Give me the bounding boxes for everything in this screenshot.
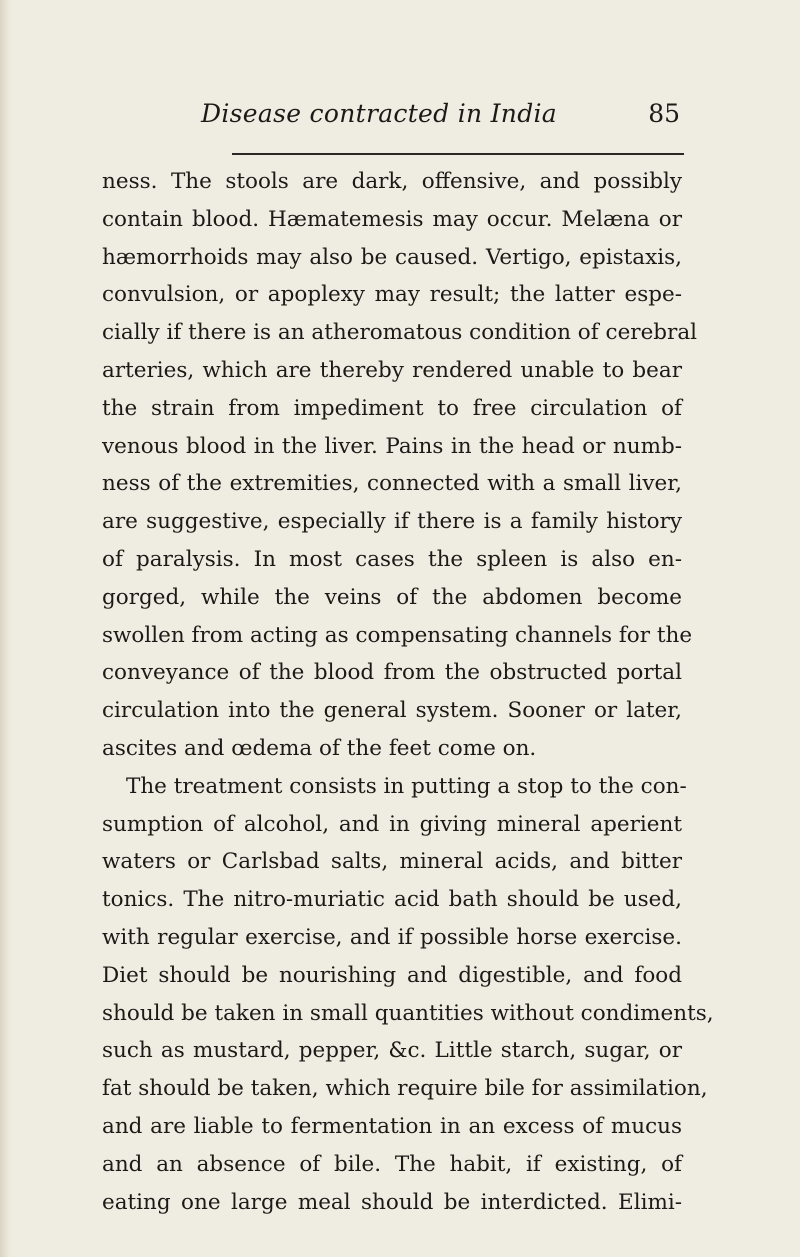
text-line: venous blood in the liver. Pains in the head or numb- [102, 433, 682, 459]
header-rule [232, 153, 684, 155]
text-line: sumption of alcohol, and in giving mineral aperient [102, 811, 682, 837]
paragraph-end-line: ascites and œdema of the feet come on. [102, 735, 537, 761]
text-line: ness of the extremities, connected with a small liver, [102, 471, 682, 497]
text-line: hæmorrhoids may also be caused. Vertigo, epistaxis, [102, 244, 682, 270]
text-line: arteries, which are thereby rendered unable to bear [102, 357, 682, 383]
text-line: tonics. The nitro-muriatic acid bath should be used, [102, 887, 682, 913]
running-title: Disease contracted in India [201, 99, 558, 128]
text-line: and are liable to fermentation in an excess of mucus [102, 1113, 682, 1139]
text-line: convulsion, or apoplexy may result; the latter espe- [102, 282, 682, 308]
page-edge-shadow [0, 0, 12, 1257]
text-line: swollen from acting as compensating channels for the [102, 622, 693, 648]
text-line: the strain from impediment to free circulation of [102, 395, 682, 421]
text-line: cially if there is an atheromatous condition of cerebral [102, 320, 698, 346]
text-line: gorged, while the veins of the abdomen become [102, 584, 682, 610]
page-header [140, 95, 680, 135]
text-line: contain blood. Hæmatemesis may occur. Melæna or [102, 206, 682, 232]
text-line: and an absence of bile. The habit, if existing, of [102, 1151, 682, 1177]
text-line: eating one large meal should be interdicted. Elimi- [102, 1189, 682, 1215]
paragraph-start-line: The treatment consists in putting a stop to the con- [126, 773, 687, 799]
text-line: ness. The stools are dark, offensive, and possibly [102, 169, 682, 194]
text-line: with regular exercise, and if possible horse exercise. [102, 924, 682, 950]
text-line: of paralysis. In most cases the spleen is also en- [102, 546, 682, 572]
text-line: fat should be taken, which require bile for assimilation, [102, 1076, 708, 1102]
text-line: circulation into the general system. Sooner or later, [102, 698, 682, 724]
text-line: should be taken in small quantities without condiments, [102, 1000, 714, 1026]
text-line: waters or Carlsbad salts, mineral acids, and bitter [102, 849, 682, 875]
text-line: are suggestive, especially if there is a family history [102, 509, 682, 535]
text-line: such as mustard, pepper, &c. Little starch, sugar, or [102, 1038, 682, 1064]
text-line: conveyance of the blood from the obstructed portal [102, 660, 682, 686]
body-text [102, 163, 714, 1221]
page-number: 85 [648, 99, 680, 128]
text-line: Diet should be nourishing and digestible, and food [102, 962, 682, 988]
